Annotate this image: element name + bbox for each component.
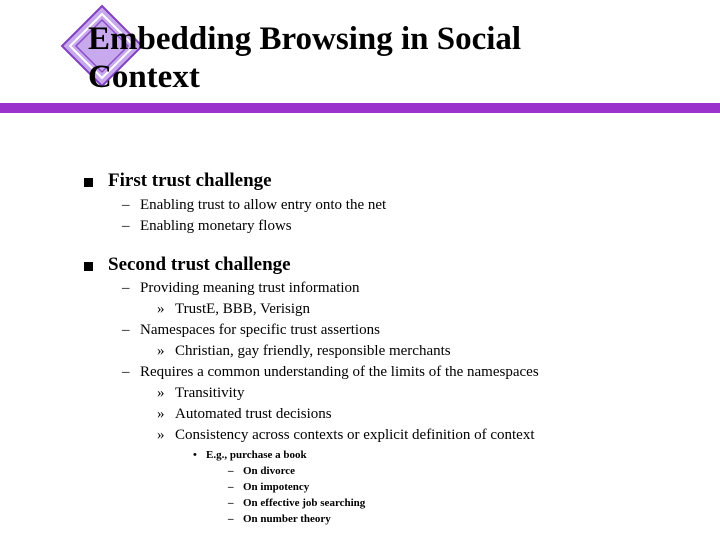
sub-sub-bullet-text: TrustE, BBB, Verisign xyxy=(175,301,311,317)
level4-bullet-text: E.g., purchase a book xyxy=(206,449,307,461)
sub-bullet-text: Namespaces for specific trust assertions xyxy=(140,322,380,338)
level5-bullet xyxy=(228,481,309,493)
title-line-1: Embedding Browsing in Social xyxy=(88,21,522,57)
bullet-second-trust-challenge: Second trust challenge xyxy=(108,254,291,275)
guillemet-marker: » xyxy=(157,301,165,317)
title-underline-bar xyxy=(0,103,720,113)
level5-bullet xyxy=(228,513,331,525)
dash-marker: – xyxy=(122,280,130,296)
sub-bullet xyxy=(122,280,360,297)
sub-bullet xyxy=(122,218,292,235)
level5-bullet-text: On number theory xyxy=(243,513,331,525)
dash-marker: – xyxy=(122,218,130,234)
sub-bullet xyxy=(122,364,539,381)
level5-bullet-text: On divorce xyxy=(243,465,296,477)
bullet-first-trust-challenge: First trust challenge xyxy=(108,170,272,191)
sub-bullet-text: Enabling monetary flows xyxy=(140,218,292,234)
sub-sub-bullet xyxy=(157,406,332,423)
dash-marker: – xyxy=(122,197,130,213)
sub-sub-bullet-text: Transitivity xyxy=(175,385,245,401)
dash-marker: – xyxy=(228,481,234,493)
sub-bullet-text: Providing meaning trust information xyxy=(140,280,360,296)
title-line-2: Context xyxy=(88,59,200,95)
guillemet-marker: » xyxy=(157,406,165,422)
sub-sub-bullet-text: Automated trust decisions xyxy=(175,406,332,422)
guillemet-marker: » xyxy=(157,427,165,443)
level4-bullet xyxy=(193,449,307,461)
sub-sub-bullet xyxy=(157,385,244,402)
sub-sub-bullet xyxy=(157,343,451,360)
level5-bullet-text: On effective job searching xyxy=(243,497,366,509)
level5-bullet xyxy=(228,465,295,477)
guillemet-marker: » xyxy=(157,385,165,401)
sub-sub-bullet xyxy=(157,427,535,444)
dash-marker: – xyxy=(228,497,234,509)
dash-marker: – xyxy=(228,513,234,525)
sub-bullet-text: Requires a common understanding of the limits of the namespaces xyxy=(140,364,539,380)
sub-bullet-text: Enabling trust to allow entry onto the net xyxy=(140,197,387,213)
dot-marker: • xyxy=(193,449,197,461)
sub-bullet xyxy=(122,197,386,214)
sub-sub-bullet-text: Consistency across contexts or explicit definition of context xyxy=(175,427,535,443)
level5-bullet xyxy=(228,497,365,509)
sub-bullet xyxy=(122,322,380,339)
dash-marker: – xyxy=(122,364,130,380)
sub-sub-bullet xyxy=(157,301,310,318)
sub-sub-bullet-text: Christian, gay friendly, responsible merchants xyxy=(175,343,451,359)
dash-marker: – xyxy=(228,465,234,477)
slide-title xyxy=(88,20,521,96)
dash-marker: – xyxy=(122,322,130,338)
square-bullet-icon xyxy=(84,262,93,271)
square-bullet-icon xyxy=(84,178,93,187)
guillemet-marker: » xyxy=(157,343,165,359)
level5-bullet-text: On impotency xyxy=(243,481,310,493)
